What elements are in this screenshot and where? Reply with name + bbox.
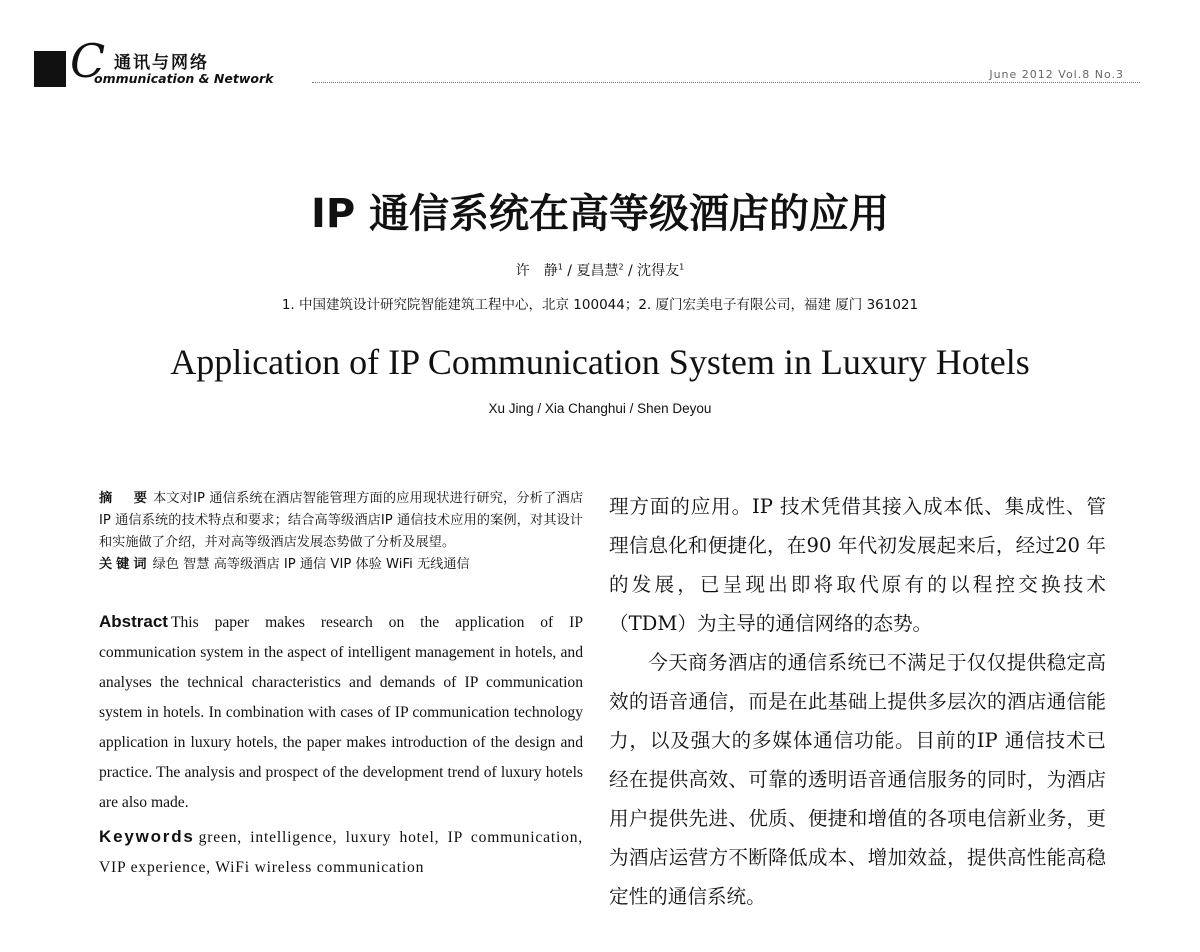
header-rule [312, 82, 1140, 83]
logo-letter: C [70, 34, 106, 88]
author-affil-mark: 1 [679, 262, 685, 272]
author-name: 许 静 [515, 263, 558, 279]
body-paragraph-2: 今天商务酒店的通信系统已不满足于仅仅提供稳定高效的语音通信，而是在此基础上提供多层次的酒店通信能力，以及强大的多媒体通信功能。目前的IP 通信技术已经在提供高效、可靠的透明语音通信服务的同时，为酒店用户提供先进、优质、便捷和增值的各项电信新业务，更为酒店运营方不断降低成本、增加效益，提供高性能高稳定性的通信系统。 [609, 651, 1106, 908]
author-separator: / [623, 263, 638, 279]
author-name: 沈得友 [637, 263, 680, 279]
paper-title-en: Application of IP Communication System in Luxury Hotels [170, 342, 1030, 382]
abstract-en-text: This paper makes research on the application of IP communication system in the aspect of intelligent management in hotels, and analyses the technical characteristics and demands of IP communication system in hotels. In combination with cases of IP communication technology application in luxury hotels, the paper makes introduction of the design and practice. The analysis and prospect of the development trend of luxury hotels are also made. [99, 614, 583, 811]
issue-info: June 2012 Vol.8 No.3 [989, 68, 1124, 81]
logo-block-icon [34, 51, 66, 87]
authors-cn [0, 260, 1200, 280]
keywords-en [99, 822, 583, 883]
abstract-cn-label: 摘 要 [99, 491, 152, 506]
journal-masthead [0, 34, 1200, 92]
abstract-cn-text: 本文对IP 通信系统在酒店智能管理方面的应用现状进行研究，分析了酒店IP 通信系统的技术特点和要求；结合高等级酒店IP 通信技术应用的案例，对其设计和实施做了介绍，并对高等级酒店发展态势做了分析及展望。 [99, 491, 584, 550]
keywords-cn [99, 554, 583, 576]
journal-name-en: ommunication & Network [94, 71, 274, 86]
authors-en: Xu Jing / Xia Changhui / Shen Deyou [488, 401, 712, 416]
keywords-cn-text: 绿色 智慧 高等级酒店 IP 通信 VIP 体验 WiFi 无线通信 [152, 557, 470, 572]
body-column [609, 487, 1106, 916]
author-affil-mark: 1 [557, 262, 563, 272]
author-separator: / [562, 263, 577, 279]
keywords-en-text: green, intelligence, luxury hotel, IP communication, VIP experience, WiFi wireless communication [99, 829, 583, 876]
keywords-cn-label: 关键词 [99, 557, 151, 572]
keywords-en-label: Keywords [99, 827, 195, 846]
affiliations-cn: 1. 中国建筑设计研究院智能建筑工程中心，北京 100044；2. 厦门宏美电子有限公司，福建 厦门 361021 [281, 297, 919, 313]
paper-title-cn: IP 通信系统在高等级酒店的应用 [310, 191, 890, 237]
abstract-column [99, 488, 583, 883]
author-name: 夏昌慧 [576, 263, 619, 279]
abstract-en [99, 607, 583, 818]
abstract-en-label: Abstract [99, 612, 168, 631]
journal-name-cn: 通讯与网络 [114, 53, 209, 73]
body-paragraph-1: 理方面的应用。IP 技术凭借其接入成本低、集成性、管理信息化和便捷化，在90 年代初发展起来后，经过20 年的发展，已呈现出即将取代原有的以程控交换技术（TDM）为主导的通信网络的态势。 [609, 495, 1106, 635]
author-affil-mark: 2 [618, 262, 624, 272]
abstract-cn [99, 488, 583, 554]
